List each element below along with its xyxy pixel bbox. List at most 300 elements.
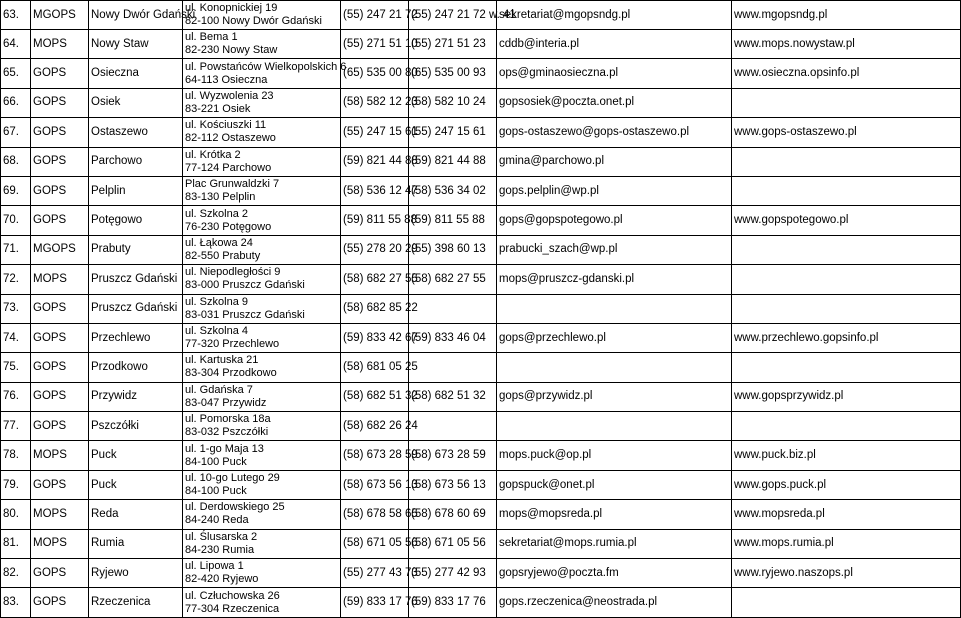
table-row (1, 265, 961, 294)
office-type-cell (31, 529, 89, 558)
address-cell (183, 59, 347, 88)
phone-number: (59) 821 44 88 (343, 155, 418, 168)
website-cell (732, 30, 961, 59)
phone-number-cell (341, 59, 418, 88)
postal-line: 82-420 Ryjewo (185, 573, 259, 586)
website: www.puck.biz.pl (734, 449, 816, 462)
website: www.osieczna.opsinfo.pl (734, 67, 860, 80)
website: www.mops.rumia.pl (734, 537, 834, 550)
website: www.mops.nowystaw.pl (734, 37, 855, 50)
phone-number-cell (341, 30, 418, 59)
table-row (1, 353, 961, 382)
fax-number-cell (409, 588, 497, 617)
fax-number: (65) 535 00 93 (411, 67, 486, 80)
website-cell (732, 1, 961, 30)
phone-number: (58) 682 51 32 (343, 390, 418, 403)
office-type-cell (31, 30, 89, 59)
email-address: prabucki_szach@wp.pl (499, 243, 618, 256)
table-row (1, 588, 961, 617)
office-type-cell (31, 441, 89, 470)
row-number: 74. (3, 331, 19, 344)
street-line: ul. 1-go Maja 13 (185, 442, 264, 455)
table-row (1, 294, 961, 323)
city-name: Pruszcz Gdański (91, 272, 178, 285)
website: www.ryjewo.naszops.pl (734, 566, 853, 579)
website: www.gopspotegowo.pl (734, 214, 849, 227)
row-number: 81. (3, 537, 19, 550)
address-cell (183, 382, 341, 411)
fax-number: (59) 811 55 88 (411, 214, 485, 227)
street-line: ul. Lipowa 1 (185, 560, 244, 573)
fax-number: (58) 682 51 32 (411, 390, 486, 403)
phone-number-cell (341, 323, 418, 352)
phone-number-cell (341, 176, 418, 205)
fax-number: (59) 833 46 04 (411, 331, 486, 344)
postal-line: 83-221 Osiek (185, 102, 251, 115)
email-address-cell (497, 206, 732, 235)
row-number: 71. (3, 243, 19, 256)
city-name: Nowy Dwór Gdański (91, 8, 196, 21)
address-cell (183, 529, 341, 558)
postal-line: 83-032 Pszczółki (185, 426, 269, 439)
office-type: GOPS (33, 214, 67, 227)
email-address-cell (497, 30, 732, 59)
phone-number: (59) 833 42 67 (343, 331, 418, 344)
website-cell (732, 412, 961, 441)
office-type: GOPS (33, 184, 67, 197)
email-address: gops@przechlewo.pl (499, 331, 606, 344)
fax-number-cell (409, 323, 497, 352)
office-type-cell (31, 59, 89, 88)
email-address-cell (497, 235, 732, 264)
row-number-cell (1, 500, 31, 529)
office-type-cell (31, 235, 89, 264)
phone-number: (55) 271 51 10 (343, 37, 418, 50)
fax-number-cell (409, 500, 497, 529)
fax-number-cell (409, 470, 497, 499)
fax-number: (58) 671 05 56 (411, 537, 486, 550)
email-address: gopspuck@onet.pl (499, 478, 595, 491)
address-cell (183, 588, 341, 617)
fax-number-cell (409, 147, 497, 176)
website-cell (732, 294, 961, 323)
street-line: ul. Łąkowa 24 (185, 236, 253, 249)
phone-number: (59) 811 55 88 (343, 214, 417, 227)
office-type: MGOPS (33, 8, 76, 21)
phone-number: (58) 678 58 65 (343, 507, 418, 520)
website-cell (732, 206, 961, 235)
office-type: GOPS (33, 390, 67, 403)
website: www.mopsreda.pl (734, 507, 825, 520)
table-row (1, 559, 961, 588)
street-line: ul. 10-go Lutego 29 (185, 472, 280, 485)
postal-line: 82-100 Nowy Dwór Gdański (185, 15, 322, 27)
office-type-cell (31, 559, 89, 588)
email-address-cell (497, 265, 732, 294)
row-number-cell (1, 59, 31, 88)
address-cell (183, 470, 341, 499)
street-line: ul. Powstańców Wielkopolskich 6 (185, 60, 347, 73)
phone-number-cell (341, 382, 418, 411)
phone-number-cell (341, 529, 418, 558)
table-row (1, 441, 961, 470)
office-type: GOPS (33, 360, 67, 373)
email-address-cell (497, 441, 732, 470)
website-cell (732, 588, 961, 617)
city-name-cell (89, 559, 183, 588)
city-name: Pruszcz Gdański (91, 302, 178, 315)
postal-line: 84-240 Reda (185, 514, 249, 527)
street-line: ul. Derdowskiego 25 (185, 501, 285, 514)
table-row (1, 206, 961, 235)
email-address: sekretariat@mgopsndg.pl (499, 8, 631, 21)
fax-number: (55) 247 15 61 (411, 125, 486, 138)
street-line: ul. Pomorska 18a (185, 413, 271, 426)
street-line: ul. Szkolna 9 (185, 295, 248, 308)
fax-number-cell (409, 412, 497, 441)
email-address: gops.rzeczenica@neostrada.pl (499, 596, 658, 609)
email-address-cell (497, 382, 732, 411)
row-number-cell (1, 353, 31, 382)
city-name-cell (89, 323, 183, 352)
office-type: GOPS (33, 478, 67, 491)
fax-number: (55) 277 42 93 (411, 566, 486, 579)
city-name: Rumia (91, 537, 125, 550)
address-cell (183, 500, 341, 529)
city-name: Ryjewo (91, 566, 129, 579)
row-number: 66. (3, 96, 19, 109)
fax-number-cell (409, 176, 497, 205)
phone-number: (55) 278 20 29 (343, 243, 418, 256)
phone-number-cell (341, 353, 418, 382)
email-address: gopsosiek@poczta.onet.pl (499, 96, 635, 109)
website-cell (732, 59, 961, 88)
address-cell (183, 1, 341, 30)
fax-number: (58) 673 28 59 (411, 449, 486, 462)
street-line: ul. Kościuszki 11 (185, 119, 267, 132)
email-address-cell (497, 176, 732, 205)
fax-number: (58) 682 27 55 (411, 272, 486, 285)
postal-line: 77-320 Przechlewo (185, 338, 280, 351)
email-address: sekretariat@mops.rumia.pl (499, 537, 637, 550)
website-cell (732, 118, 961, 147)
fax-number-cell (409, 206, 497, 235)
street-line: ul. Ślusarska 2 (185, 530, 258, 543)
row-number: 77. (3, 419, 19, 432)
office-type: MOPS (33, 272, 67, 285)
table-row (1, 470, 961, 499)
row-number: 75. (3, 360, 19, 373)
address-cell (183, 147, 341, 176)
row-number-cell (1, 559, 31, 588)
website-cell (732, 441, 961, 470)
office-type: GOPS (33, 566, 67, 579)
table-row (1, 147, 961, 176)
office-type-cell (31, 353, 89, 382)
table-row (1, 176, 961, 205)
website: www.przechlewo.gopsinfo.pl (734, 331, 879, 344)
phone-number-cell (341, 118, 418, 147)
phone-number: (58) 671 05 56 (343, 537, 418, 550)
website-cell (732, 88, 961, 117)
phone-number: (58) 682 85 22 (343, 302, 418, 315)
city-name-cell (89, 353, 183, 382)
address-cell (183, 265, 341, 294)
phone-number: (65) 535 00 80 (343, 67, 418, 80)
office-type-cell (31, 588, 89, 617)
fax-number-cell (409, 235, 497, 264)
row-number: 79. (3, 478, 19, 491)
email-address-cell (497, 147, 732, 176)
address-cell (183, 30, 341, 59)
city-name: Ostaszewo (91, 125, 148, 138)
street-line: ul. Kartuska 21 (185, 354, 259, 367)
website-cell (732, 147, 961, 176)
fax-number: (55) 398 60 13 (411, 243, 486, 256)
phone-number-cell (341, 206, 417, 235)
email-address: mops.puck@op.pl (499, 449, 592, 462)
office-type-cell (31, 88, 89, 117)
row-number: 70. (3, 214, 19, 227)
city-name-cell (89, 235, 183, 264)
email-address: gopsryjewo@poczta.fm (499, 566, 619, 579)
row-number-cell (1, 323, 31, 352)
website: www.gops-ostaszewo.pl (734, 125, 857, 138)
office-type-cell (31, 470, 89, 499)
office-type: GOPS (33, 419, 67, 432)
city-name-cell (89, 59, 183, 88)
email-address-cell (497, 323, 732, 352)
table-row (1, 88, 961, 117)
city-name: Przywidz (91, 390, 138, 403)
row-number: 76. (3, 390, 19, 403)
address-cell (183, 559, 341, 588)
email-address: gops-ostaszewo@gops-ostaszewo.pl (499, 125, 690, 138)
row-number: 73. (3, 302, 19, 315)
city-name-cell (89, 294, 183, 323)
fax-number-cell (409, 118, 497, 147)
office-type-cell (31, 382, 89, 411)
address-cell (183, 294, 341, 323)
fax-number-cell (409, 59, 497, 88)
city-name-cell (89, 441, 183, 470)
postal-line: 77-304 Rzeczenica (185, 602, 280, 615)
city-name: Nowy Staw (91, 37, 149, 50)
city-name: Pelplin (91, 184, 126, 197)
city-name-cell (89, 588, 183, 617)
office-type: GOPS (33, 96, 67, 109)
row-number: 72. (3, 272, 19, 285)
website-cell (732, 323, 961, 352)
fax-number-cell (409, 382, 497, 411)
office-type-cell (31, 294, 89, 323)
email-address-cell (497, 294, 732, 323)
fax-number-cell (409, 353, 497, 382)
phone-number: (55) 277 43 73 (343, 566, 418, 579)
row-number-cell (1, 176, 31, 205)
office-type: MOPS (33, 37, 67, 50)
row-number: 67. (3, 125, 19, 138)
office-type: GOPS (33, 155, 67, 168)
street-line: ul. Szkolna 2 (185, 207, 248, 220)
table-row (1, 529, 961, 558)
fax-number-cell (409, 30, 497, 59)
row-number: 82. (3, 566, 19, 579)
email-address-cell (497, 500, 732, 529)
city-name-cell (89, 30, 183, 59)
table-row (1, 59, 961, 88)
office-type: MGOPS (33, 243, 76, 256)
website-cell (732, 500, 961, 529)
street-line: ul. Bema 1 (185, 31, 238, 44)
website-cell (732, 235, 961, 264)
street-line: ul. Niepodległości 9 (185, 266, 281, 279)
phone-number: (58) 582 12 23 (343, 96, 418, 109)
office-type-cell (31, 265, 89, 294)
table-row (1, 235, 961, 264)
row-number-cell (1, 30, 31, 59)
office-type: GOPS (33, 125, 67, 138)
row-number: 64. (3, 37, 19, 50)
email-address-cell (497, 353, 732, 382)
website-cell (732, 470, 961, 499)
row-number-cell (1, 412, 31, 441)
row-number-cell (1, 206, 31, 235)
city-name: Puck (91, 449, 117, 462)
fax-number: (58) 582 10 24 (411, 96, 486, 109)
postal-line: 83-130 Pelplin (185, 191, 256, 204)
office-type-cell (31, 206, 89, 235)
row-number: 65. (3, 67, 19, 80)
street-line: ul. Szkolna 4 (185, 325, 248, 338)
postal-line: 84-100 Puck (185, 485, 247, 498)
email-address: ops@gminaosieczna.pl (499, 67, 619, 80)
street-line: ul. Gdańska 7 (185, 383, 253, 396)
website: www.gopsprzywidz.pl (734, 390, 844, 403)
phone-number-cell (341, 588, 418, 617)
city-name: Przodkowo (91, 360, 148, 373)
email-address-cell (497, 559, 732, 588)
address-cell (183, 206, 341, 235)
row-number: 83. (3, 596, 19, 609)
office-type: GOPS (33, 596, 67, 609)
postal-line: 77-124 Parchowo (185, 161, 272, 174)
city-name: Parchowo (91, 155, 143, 168)
fax-number: (55) 247 21 72 w. 41 (411, 8, 516, 21)
row-number: 80. (3, 507, 19, 520)
fax-number-cell (409, 265, 497, 294)
row-number: 78. (3, 449, 19, 462)
row-number-cell (1, 382, 31, 411)
address-cell (183, 176, 341, 205)
phone-number: (55) 247 15 61 (343, 125, 418, 138)
address-cell (183, 235, 341, 264)
phone-number-cell (341, 441, 418, 470)
postal-line: 83-031 Pruszcz Gdański (185, 308, 305, 321)
city-name-cell (89, 147, 183, 176)
city-name-cell (89, 265, 183, 294)
website: www.mgopsndg.pl (734, 8, 828, 21)
phone-number-cell (341, 412, 418, 441)
email-address: gops@gopspotegowo.pl (499, 214, 623, 227)
phone-number-cell (341, 1, 418, 30)
table-body (1, 1, 961, 618)
email-address: gops@przywidz.pl (499, 390, 593, 403)
table-row (1, 1, 961, 30)
city-name: Pszczółki (91, 419, 139, 432)
email-address-cell (497, 88, 732, 117)
phone-number: (58) 682 26 24 (343, 419, 418, 432)
phone-number: (58) 673 56 13 (343, 478, 418, 491)
email-address-cell (497, 470, 732, 499)
email-address: mops@mopsreda.pl (499, 507, 603, 520)
city-name: Puck (91, 478, 117, 491)
postal-line: 84-230 Rumia (185, 543, 255, 556)
street-line: ul. Wyzwolenia 23 (185, 89, 274, 102)
city-name: Osiek (91, 96, 121, 109)
table-row (1, 30, 961, 59)
city-name-cell (89, 1, 196, 30)
street-line: ul. Konopnickiej 19 (185, 2, 278, 14)
row-number: 68. (3, 155, 19, 168)
postal-line: 82-112 Ostaszewo (185, 132, 276, 145)
fax-number-cell (409, 88, 497, 117)
city-name-cell (89, 382, 183, 411)
row-number: 63. (3, 8, 19, 21)
city-name: Potęgowo (91, 214, 143, 227)
fax-number-cell (409, 529, 497, 558)
phone-number: (55) 247 21 72 (343, 8, 418, 21)
city-name: Prabuty (91, 243, 131, 256)
row-number-cell (1, 235, 31, 264)
fax-number-cell (409, 1, 516, 30)
street-line: Plac Grunwaldzki 7 (185, 178, 280, 191)
street-line: ul. Krótka 2 (185, 148, 241, 161)
row-number-cell (1, 529, 31, 558)
phone-number-cell (341, 559, 418, 588)
street-line: ul. Człuchowska 26 (185, 589, 280, 602)
row-number-cell (1, 265, 31, 294)
address-cell (183, 353, 341, 382)
website-cell (732, 559, 961, 588)
website-cell (732, 265, 961, 294)
email-address-cell (497, 118, 732, 147)
table-row (1, 412, 961, 441)
website-cell (732, 353, 961, 382)
phone-number: (58) 682 27 55 (343, 272, 418, 285)
postal-line: 83-047 Przywidz (185, 396, 267, 409)
city-name-cell (89, 412, 183, 441)
fax-number-cell (409, 559, 497, 588)
website-cell (732, 382, 961, 411)
office-type: GOPS (33, 67, 67, 80)
fax-number: (59) 833 17 76 (411, 596, 486, 609)
city-name-cell (89, 176, 183, 205)
email-address-cell (497, 1, 732, 30)
city-name: Rzeczenica (91, 596, 151, 609)
city-name: Reda (91, 507, 119, 520)
city-name-cell (89, 118, 183, 147)
city-name-cell (89, 470, 183, 499)
row-number-cell (1, 147, 31, 176)
row-number-cell (1, 88, 31, 117)
email-address: mops@pruszcz-gdanski.pl (499, 272, 635, 285)
phone-number-cell (341, 88, 418, 117)
city-name: Osieczna (91, 67, 139, 80)
address-cell (183, 88, 341, 117)
website: www.gops.puck.pl (734, 478, 827, 491)
fax-number-cell (409, 294, 497, 323)
